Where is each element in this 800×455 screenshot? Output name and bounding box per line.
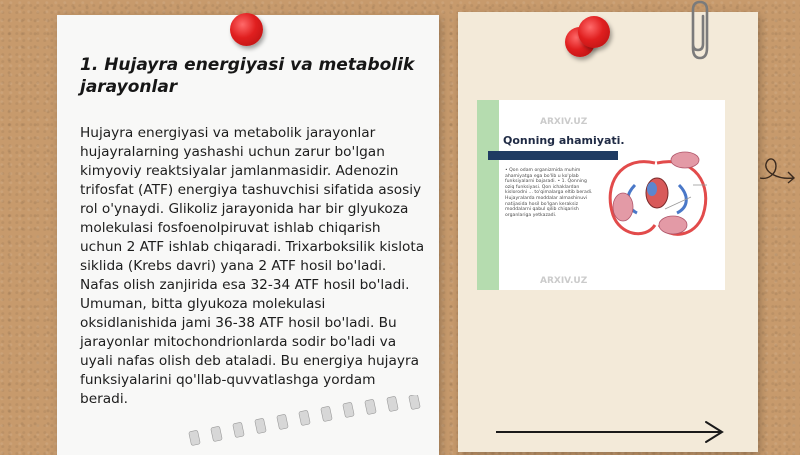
push-pin-icon xyxy=(230,13,263,46)
circulatory-system-diagram xyxy=(595,145,720,255)
watermark: ARXIV.UZ xyxy=(540,276,588,286)
note-title: 1. Hujayra energiyasi va metabolik jarayonlar xyxy=(80,55,415,97)
slide-text: • Qon odam organizmida muhim ahamiyatga ega bo'lib u ko'plab funksiyalarni bajaradi. • 1. Qonning oziq funksiyasi. Qon ichaklardan kislorodni ... to'qimalarga eltib beradi. Hujayralarda moddalar almashinuvi natijasida hosil bo'lgan keraksiz moddalarni qabul qilib chiqarish organlariga yetkazadi. xyxy=(505,168,593,218)
slide-accent-bar xyxy=(477,100,499,290)
spiral-binding-icon xyxy=(180,395,440,450)
push-pin-icon xyxy=(578,16,610,48)
curl-doodle-icon xyxy=(758,150,800,210)
paper-clip-icon xyxy=(684,0,712,64)
watermark: ARXIV.UZ xyxy=(540,117,588,127)
slide-title: Qonning ahamiyati. xyxy=(503,134,625,147)
long-arrow-right-icon xyxy=(494,420,726,446)
note-body-text: Hujayra energiyasi va metabolik jarayonlar hujayralarning yashashi uchun zarur bo'lgan kimyoviy reaktsiyalar jamlanmasidir. Adenozin trifosfat (ATF) energiya tashuvchisi sifatida asosiy rol o'ynaydi. Glikoliz jarayonida har bir glyukoza molekulasi fosfoenolpiruvat ishlab chiqarish uchun 2 ATF ishlab chiqaradi. Trixarboksilik kislota siklida (Krebs davri) yana 2 ATF hosil bo'ladi. Nafas olish zanjirida esa 32-34 ATF hosil bo'ladi. Umuman, bitta glyukoza molekulasi oksidlanishida jami 36-38 ATF hosil bo'ladi. Bu jarayonlar mitochondrionlarda sodir bo'ladi va uyali nafas olish deb ataladi. Bu energiya hujayra funksiyalarini qo'llab-quvvatlashga yordam beradi. xyxy=(80,125,425,407)
